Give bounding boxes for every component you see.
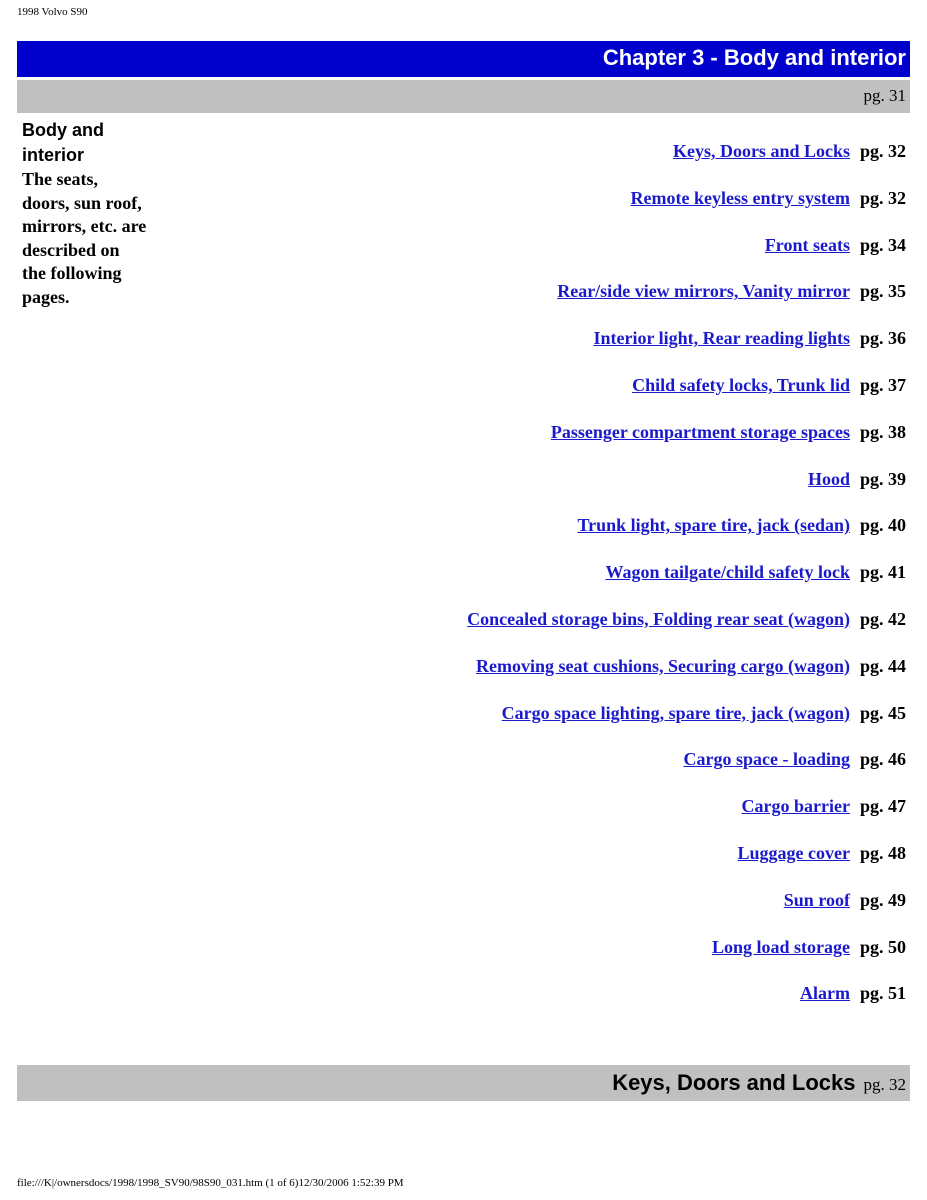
toc-item bbox=[160, 465, 906, 512]
toc-link[interactable]: Long load storage bbox=[711, 936, 850, 957]
toc-page-number: pg. 39 bbox=[859, 468, 906, 489]
toc-item bbox=[160, 137, 906, 184]
print-footer: file:///K|/ownersdocs/1998/1998_SV90/98S90_031.htm (1 of 6)12/30/2006 1:52:39 PM bbox=[17, 1177, 404, 1189]
toc-page-number: pg. 32 bbox=[859, 141, 906, 161]
toc-link[interactable]: Front seats bbox=[764, 234, 850, 255]
section-title: Keys, Doors and Locks bbox=[612, 1070, 856, 1095]
sidebar-title: Body and interior bbox=[22, 120, 105, 165]
chapter-page-number: pg. 31 bbox=[863, 86, 906, 105]
toc-page-number: pg. 51 bbox=[859, 983, 906, 1004]
toc-item bbox=[160, 652, 906, 699]
toc-page-number: pg. 40 bbox=[859, 515, 906, 536]
toc-link[interactable]: Cargo space - loading bbox=[683, 749, 850, 770]
toc-link[interactable]: Wagon tailgate/child safety lock bbox=[605, 562, 850, 583]
toc-link[interactable]: Hood bbox=[807, 468, 850, 489]
toc-link[interactable]: Passenger compartment storage spaces bbox=[550, 421, 850, 442]
toc-item bbox=[160, 371, 906, 418]
toc-link[interactable]: Child safety locks, Trunk lid bbox=[632, 374, 850, 395]
toc-link[interactable]: Rear/side view mirrors, Vanity mirror bbox=[557, 281, 850, 302]
toc-page-number: pg. 41 bbox=[859, 562, 906, 583]
toc-link[interactable]: Sun roof bbox=[783, 889, 850, 910]
toc-item bbox=[160, 979, 906, 1026]
toc-page-number: pg. 48 bbox=[859, 842, 906, 863]
toc-link[interactable]: Alarm bbox=[800, 983, 850, 1004]
chapter-title-bar bbox=[17, 41, 910, 77]
toc-page-number: pg. 47 bbox=[859, 796, 906, 817]
print-header: 1998 Volvo S90 bbox=[17, 6, 88, 18]
toc-item bbox=[160, 605, 906, 652]
toc-page-number: pg. 46 bbox=[859, 749, 906, 770]
toc-item bbox=[160, 886, 906, 933]
toc-item bbox=[160, 418, 906, 465]
toc-page-number: pg. 35 bbox=[859, 281, 906, 302]
toc-item bbox=[160, 558, 906, 605]
toc-page-number: pg. 45 bbox=[859, 702, 906, 723]
toc-item bbox=[160, 792, 906, 839]
toc-item bbox=[160, 745, 906, 792]
toc-page-number: pg. 37 bbox=[859, 374, 906, 395]
toc-page-number: pg. 36 bbox=[859, 328, 906, 349]
sidebar-intro bbox=[22, 118, 147, 309]
toc-link[interactable]: Concealed storage bins, Folding rear seat (wagon) bbox=[467, 608, 850, 629]
toc-item bbox=[160, 231, 906, 278]
toc-item bbox=[160, 277, 906, 324]
toc-link[interactable]: Luggage cover bbox=[737, 842, 850, 863]
toc-page-number: pg. 50 bbox=[859, 936, 906, 957]
toc-page-number: pg. 32 bbox=[859, 187, 906, 208]
chapter-title: Chapter 3 - Body and interior bbox=[602, 45, 906, 70]
toc-page-number: pg. 38 bbox=[859, 421, 906, 442]
toc-link[interactable]: Removing seat cushions, Securing cargo (wagon) bbox=[475, 655, 850, 676]
table-of-contents bbox=[160, 137, 906, 1026]
toc-item bbox=[160, 184, 906, 231]
toc-page-number: pg. 34 bbox=[859, 234, 906, 255]
toc-link[interactable]: Remote keyless entry system bbox=[630, 187, 850, 208]
toc-item bbox=[160, 324, 906, 371]
toc-item bbox=[160, 699, 906, 746]
toc-page-number: pg. 44 bbox=[859, 655, 906, 676]
chapter-page-bar bbox=[17, 80, 910, 113]
toc-item bbox=[160, 839, 906, 886]
toc-link[interactable]: Trunk light, spare tire, jack (sedan) bbox=[577, 515, 850, 536]
toc-page-number: pg. 49 bbox=[859, 889, 906, 910]
toc-page-number: pg. 42 bbox=[859, 608, 906, 629]
toc-item bbox=[160, 933, 906, 980]
toc-link[interactable]: Cargo space lighting, spare tire, jack (wagon) bbox=[501, 702, 850, 723]
toc-link[interactable]: Interior light, Rear reading lights bbox=[593, 328, 850, 349]
section-header-bar bbox=[17, 1065, 910, 1101]
toc-link[interactable]: Cargo barrier bbox=[741, 796, 850, 817]
toc-link[interactable]: Keys, Doors and Locks bbox=[672, 141, 850, 161]
toc-item bbox=[160, 511, 906, 558]
section-page-number: pg. 32 bbox=[863, 1075, 906, 1094]
sidebar-description: The seats, doors, sun roof, mirrors, etc. are described on the following pages. bbox=[22, 169, 147, 307]
